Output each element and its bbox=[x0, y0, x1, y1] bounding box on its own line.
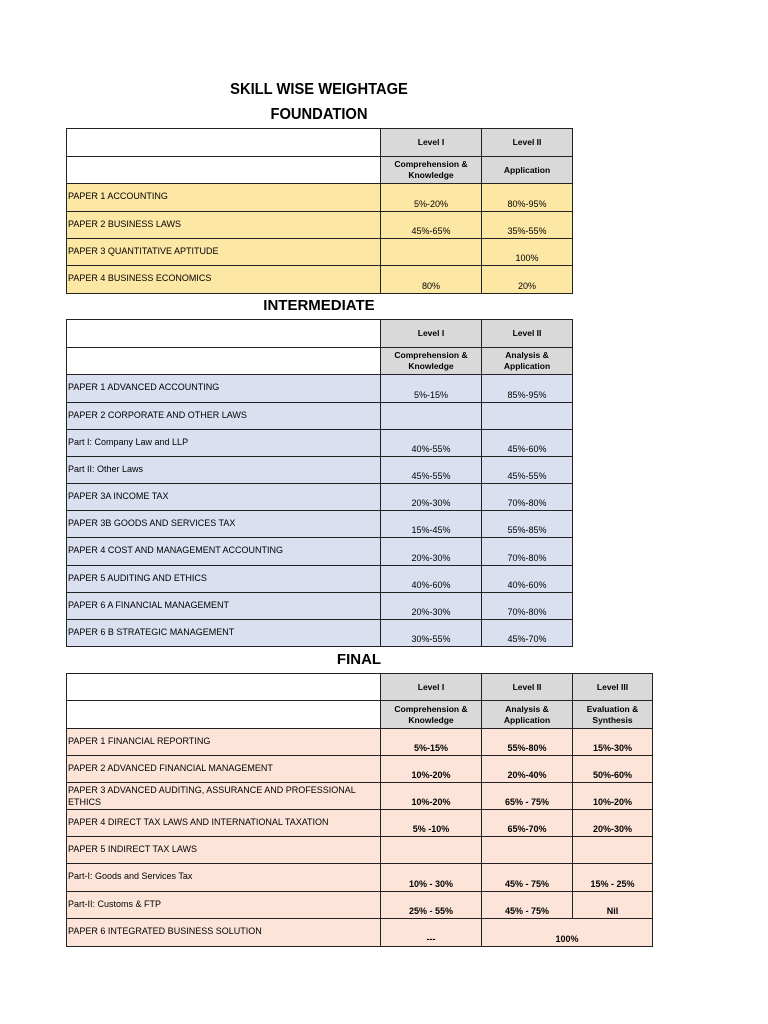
level-2-value: 40%-60% bbox=[482, 566, 573, 593]
table-row bbox=[67, 810, 653, 837]
paper-name: PAPER 6 INTEGRATED BUSINESS SOLUTION bbox=[67, 919, 381, 947]
table-row bbox=[67, 729, 653, 756]
level-2-value: 45% - 75% bbox=[482, 892, 573, 919]
level-1-value: 5%-15% bbox=[381, 729, 482, 756]
level-2-value: 65%-70% bbox=[482, 810, 573, 837]
table-row bbox=[67, 919, 653, 947]
paper-name: PAPER 4 BUSINESS ECONOMICS bbox=[67, 266, 381, 294]
paper-name: PAPER 1 ACCOUNTING bbox=[67, 184, 381, 212]
intermediate-title: INTERMEDIATE bbox=[263, 297, 375, 314]
level-2-value: 85%-95% bbox=[482, 375, 573, 403]
skill-1-header: Comprehension & Knowledge bbox=[381, 348, 482, 375]
level-1-value bbox=[381, 837, 482, 864]
header-blank bbox=[67, 701, 381, 729]
level-2-value: 55%-85% bbox=[482, 511, 573, 538]
level-2-value: 45% - 75% bbox=[482, 864, 573, 892]
level-header-row bbox=[67, 320, 573, 348]
level-1-header: Level I bbox=[381, 320, 482, 348]
level-1-value: 20%-30% bbox=[381, 538, 482, 566]
skill-2-header: Analysis & Application bbox=[482, 701, 573, 729]
table-row bbox=[67, 837, 653, 864]
paper-name: PAPER 2 CORPORATE AND OTHER LAWS bbox=[67, 403, 381, 430]
level-2-value: 45%-60% bbox=[482, 430, 573, 457]
table-row bbox=[67, 184, 573, 212]
level-1-value: 45%-65% bbox=[381, 212, 482, 239]
header-blank bbox=[67, 129, 381, 157]
table-row bbox=[67, 403, 573, 430]
paper-name: PAPER 3B GOODS AND SERVICES TAX bbox=[67, 511, 381, 538]
level-2-value: 20%-40% bbox=[482, 756, 573, 783]
table-row bbox=[67, 783, 653, 810]
paper-name: PAPER 2 BUSINESS LAWS bbox=[67, 212, 381, 239]
skill-2-header: Analysis & Application bbox=[482, 348, 573, 375]
level-2-3-value: 100% bbox=[482, 919, 653, 947]
level-2-value: 45%-55% bbox=[482, 457, 573, 484]
foundation-table bbox=[66, 128, 573, 294]
skill-2-header: Application bbox=[482, 157, 573, 184]
level-2-header: Level II bbox=[482, 674, 573, 701]
table-row bbox=[67, 593, 573, 620]
level-1-value: 30%-55% bbox=[381, 620, 482, 647]
level-1-value: 40%-60% bbox=[381, 566, 482, 593]
level-2-value: 80%-95% bbox=[482, 184, 573, 212]
table-row bbox=[67, 457, 573, 484]
level-2-value: 65% - 75% bbox=[482, 783, 573, 810]
level-3-header: Level III bbox=[573, 674, 653, 701]
skill-1-header: Comprehension & Knowledge bbox=[381, 157, 482, 184]
level-header-row bbox=[67, 129, 573, 157]
paper-name: PAPER 2 ADVANCED FINANCIAL MANAGEMENT bbox=[67, 756, 381, 783]
skill-header-row bbox=[67, 348, 573, 375]
paper-name: PAPER 5 INDIRECT TAX LAWS bbox=[67, 837, 381, 864]
document-title: SKILL WISE WEIGHTAGE bbox=[230, 81, 408, 98]
final-table bbox=[66, 673, 653, 947]
level-2-header: Level II bbox=[482, 320, 573, 348]
table-row bbox=[67, 266, 573, 294]
level-1-header: Level I bbox=[381, 674, 482, 701]
table-row bbox=[67, 511, 573, 538]
paper-name: PAPER 4 COST AND MANAGEMENT ACCOUNTING bbox=[67, 538, 381, 566]
level-1-value: 15%-45% bbox=[381, 511, 482, 538]
level-1-value: 40%-55% bbox=[381, 430, 482, 457]
level-1-value: 5%-15% bbox=[381, 375, 482, 403]
level-1-value: 10%-20% bbox=[381, 783, 482, 810]
paper-name: Part II: Other Laws bbox=[67, 457, 381, 484]
skill-3-header: Evaluation & Synthesis bbox=[573, 701, 653, 729]
paper-name: PAPER 1 FINANCIAL REPORTING bbox=[67, 729, 381, 756]
level-2-value: 45%-70% bbox=[482, 620, 573, 647]
paper-name: PAPER 3A INCOME TAX bbox=[67, 484, 381, 511]
table-row bbox=[67, 566, 573, 593]
level-2-value: 70%-80% bbox=[482, 484, 573, 511]
table-row bbox=[67, 756, 653, 783]
table-row bbox=[67, 484, 573, 511]
final-title: FINAL bbox=[336, 651, 382, 668]
level-3-value: Nil bbox=[573, 892, 653, 919]
paper-name: PAPER 3 QUANTITATIVE APTITUDE bbox=[67, 239, 381, 266]
level-1-value: 80% bbox=[381, 266, 482, 294]
level-1-value bbox=[381, 403, 482, 430]
foundation-title: FOUNDATION bbox=[270, 106, 368, 123]
intermediate-table bbox=[66, 319, 573, 647]
paper-name: PAPER 6 B STRATEGIC MANAGEMENT bbox=[67, 620, 381, 647]
level-2-header: Level II bbox=[482, 129, 573, 157]
level-1-value: 20%-30% bbox=[381, 484, 482, 511]
level-1-value: 10%-20% bbox=[381, 756, 482, 783]
level-3-value bbox=[573, 837, 653, 864]
level-2-value: 55%-80% bbox=[482, 729, 573, 756]
paper-name: PAPER 5 AUDITING AND ETHICS bbox=[67, 566, 381, 593]
header-blank bbox=[67, 320, 381, 348]
skill-header-row bbox=[67, 157, 573, 184]
paper-name: Part I: Company Law and LLP bbox=[67, 430, 381, 457]
level-1-value: --- bbox=[381, 919, 482, 947]
header-blank bbox=[67, 348, 381, 375]
level-1-value: 5% -10% bbox=[381, 810, 482, 837]
level-3-value: 10%-20% bbox=[573, 783, 653, 810]
table-row bbox=[67, 375, 573, 403]
table-row bbox=[67, 864, 653, 892]
skill-1-header: Comprehension & Knowledge bbox=[381, 701, 482, 729]
level-1-header: Level I bbox=[381, 129, 482, 157]
paper-name: Part-I: Goods and Services Tax bbox=[67, 864, 381, 892]
level-2-value: 70%-80% bbox=[482, 593, 573, 620]
level-1-value: 25% - 55% bbox=[381, 892, 482, 919]
header-blank bbox=[67, 674, 381, 701]
level-1-value: 10% - 30% bbox=[381, 864, 482, 892]
skill-header-row bbox=[67, 701, 653, 729]
level-2-value bbox=[482, 403, 573, 430]
table-row bbox=[67, 892, 653, 919]
level-1-value bbox=[381, 239, 482, 266]
paper-name: PAPER 4 DIRECT TAX LAWS AND INTERNATIONAL TAXATION bbox=[67, 810, 381, 837]
level-1-value: 20%-30% bbox=[381, 593, 482, 620]
table-row bbox=[67, 239, 573, 266]
level-3-value: 15% - 25% bbox=[573, 864, 653, 892]
header-blank bbox=[67, 157, 381, 184]
table-row bbox=[67, 430, 573, 457]
level-2-value bbox=[482, 837, 573, 864]
table-row bbox=[67, 538, 573, 566]
level-3-value: 50%-60% bbox=[573, 756, 653, 783]
paper-name: PAPER 3 ADVANCED AUDITING, ASSURANCE AND PROFESSIONAL ETHICS bbox=[67, 783, 381, 810]
level-header-row bbox=[67, 674, 653, 701]
paper-name: Part-II: Customs & FTP bbox=[67, 892, 381, 919]
level-2-value: 35%-55% bbox=[482, 212, 573, 239]
level-3-value: 20%-30% bbox=[573, 810, 653, 837]
level-2-value: 20% bbox=[482, 266, 573, 294]
paper-name: PAPER 1 ADVANCED ACCOUNTING bbox=[67, 375, 381, 403]
level-2-value: 70%-80% bbox=[482, 538, 573, 566]
paper-name: PAPER 6 A FINANCIAL MANAGEMENT bbox=[67, 593, 381, 620]
level-3-value: 15%-30% bbox=[573, 729, 653, 756]
table-row bbox=[67, 620, 573, 647]
level-1-value: 45%-55% bbox=[381, 457, 482, 484]
level-1-value: 5%-20% bbox=[381, 184, 482, 212]
level-2-value: 100% bbox=[482, 239, 573, 266]
table-row bbox=[67, 212, 573, 239]
